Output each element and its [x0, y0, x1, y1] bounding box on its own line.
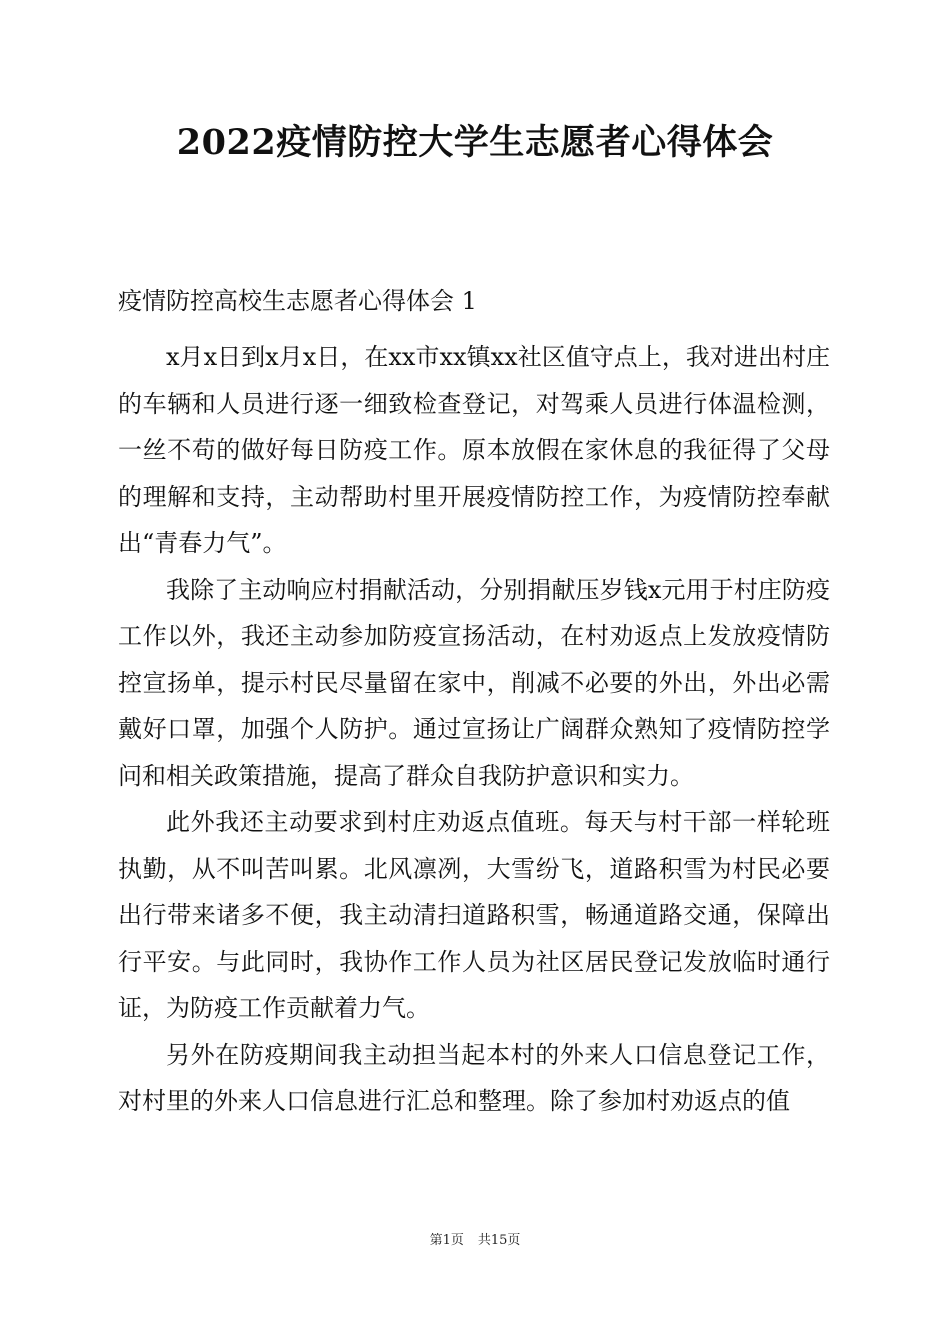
- page-number-total: 共15页: [477, 1233, 521, 1248]
- page-title: 2022疫情防控大学生志愿者心得体会: [176, 122, 774, 163]
- paragraph-3: 此外我还主动要求到村庄劝返点值班。每天与村干部一样轮班执勤，从不叫苦叫累。北风凛冽，大雪纷飞，道路积雪为村民必要出行带来诸多不便，我主动清扫道路积雪，畅通道路交通，保障出行平安。与此同时，我协作工作人员为社区居民登记发放临时通行证，为防疫工作贡献着力气。: [118, 808, 830, 1022]
- page-footer: [0, 1232, 950, 1250]
- paragraph-1: x月x日到x月x日，在xx市xx镇xx社区值守点上，我对进出村庄的车辆和人员进行逐一细致检查登记，对驾乘人员进行体温检测，一丝不苟的做好每日防疫工作。原本放假在家休息的我征得了父母的理解和支持，主动帮助村里开展疫情防控工作，为疫情防控奉献出“青春力气”。: [118, 343, 830, 557]
- paragraph-4: 另外在防疫期间我主动担当起本村的外来人口信息登记工作，对村里的外来人口信息进行汇总和整理。除了参加村劝返点的值: [118, 1040, 830, 1115]
- page-number-current: 第1页: [429, 1233, 464, 1248]
- document-body: [118, 334, 830, 1125]
- paragraph-2: 我除了主动响应村捐献活动，分别捐献压岁钱x元用于村庄防疫工作以外，我还主动参加防疫宣扬活动，在村劝返点上发放疫情防控宣扬单，提示村民尽量留在家中，削减不必要的外出，外出必需戴好口罩，加强个人防护。通过宣扬让广阔群众熟知了疫情防控学问和相关政策措施，提高了群众自我防护意识和实力。: [118, 575, 830, 790]
- section-heading: 疫情防控高校生志愿者心得体会 1: [118, 287, 477, 315]
